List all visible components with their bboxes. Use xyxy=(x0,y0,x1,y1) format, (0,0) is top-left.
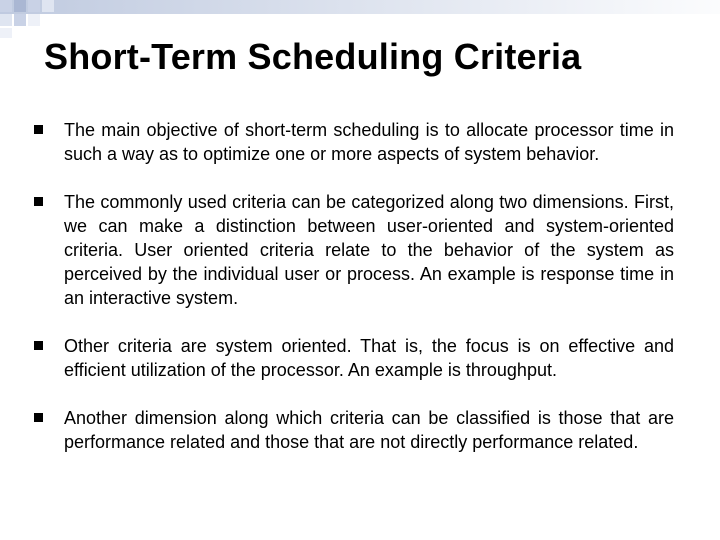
bullet-text: Other criteria are system oriented. That is, the focus is on effective and efficient utilization of the processor. An example is throughput. xyxy=(64,336,674,380)
square-bullet-icon xyxy=(34,413,43,422)
bullet-text: The main objective of short-term scheduling is to allocate processor time in such a way as to optimize one or more aspects of system behavior. xyxy=(64,120,674,164)
bullet-text: The commonly used criteria can be categorized along two dimensions. First, we can make a distinction between user-oriented and system-oriented criteria. User oriented criteria relate to the behavior of the system as perceived by the individual user or process. An example is response time in an interactive system. xyxy=(64,192,674,308)
header-decoration xyxy=(0,0,720,40)
page-title: Short-Term Scheduling Criteria xyxy=(44,36,582,77)
bullet-text: Another dimension along which criteria can be classified is those that are performance related and those that are not directly performance related. xyxy=(64,408,674,452)
square-bullet-icon xyxy=(34,197,43,206)
square-bullet-icon xyxy=(34,341,43,350)
square-bullet-icon xyxy=(34,125,43,134)
list-item xyxy=(34,190,674,310)
list-item xyxy=(34,334,674,382)
list-item xyxy=(34,406,674,454)
bullet-list xyxy=(34,118,674,478)
list-item xyxy=(34,118,674,166)
